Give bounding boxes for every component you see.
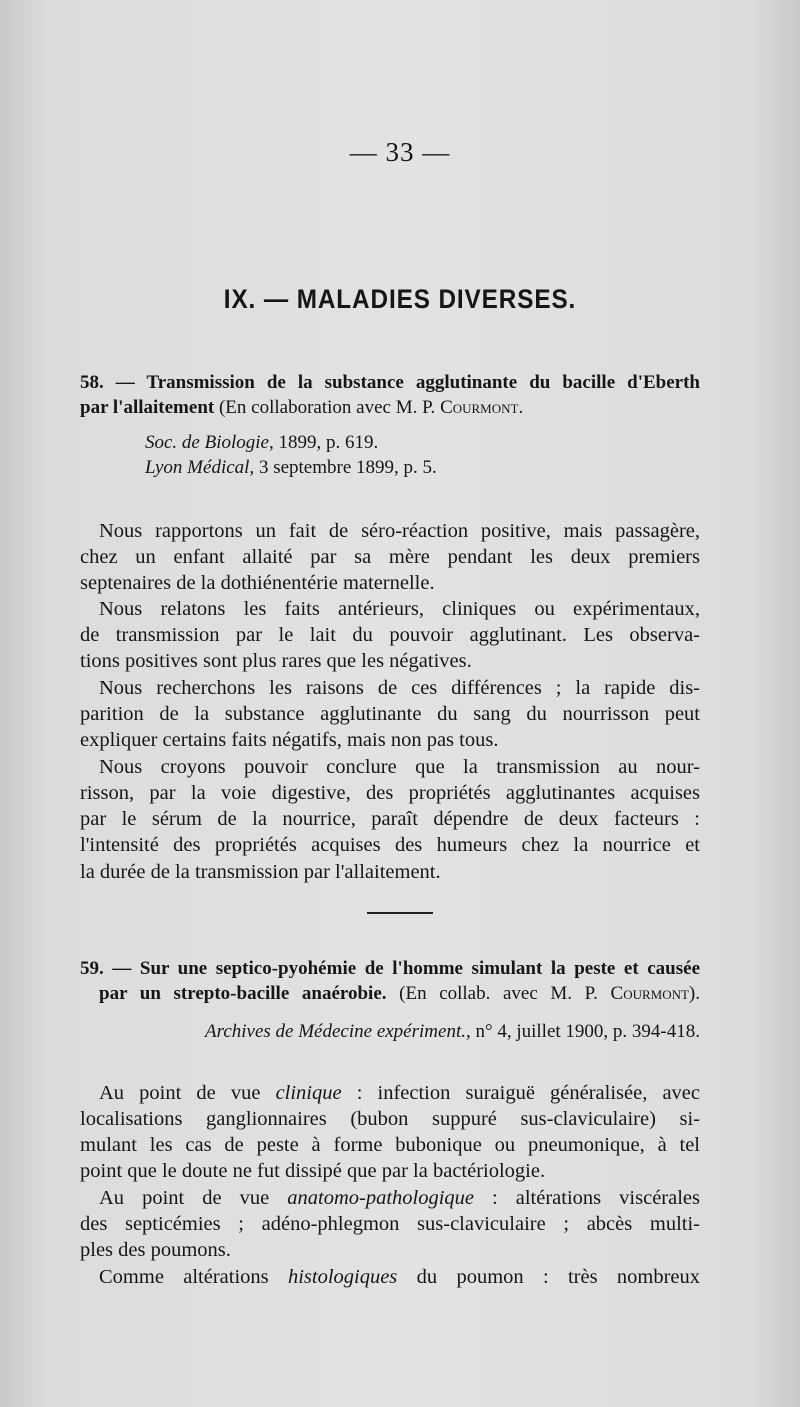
entry-58-number: 58. —	[80, 372, 135, 393]
entry-59-body-line: localisations ganglionnaires (bubon suppuré sus-claviculaire) si-	[80, 1108, 700, 1130]
entry-58-body-line: l'intensité des propriétés acquises des humeurs chez la nourrice et	[80, 834, 700, 856]
entry-58-title-line2	[80, 397, 523, 419]
entry-58-title-line1	[80, 372, 700, 394]
entry-58-body-line: Nous croyons pouvoir conclure que la transmission au nour-	[99, 756, 700, 778]
entry-59-body-line: mulant les cas de peste à forme bubonique ou pneumonique, à tel	[80, 1134, 700, 1156]
entry-59-text: : altérations viscérales	[492, 1187, 700, 1209]
entry-59-number: 59. —	[80, 958, 132, 979]
entry-59-ref1-journal: Archives de Médecine expériment.,	[205, 1021, 471, 1042]
entry-58-body-line: risson, par la voie digestive, des propriétés agglutinantes acquises	[80, 782, 700, 804]
entry-59-ref1-details: n° 4, juillet 1900, p. 394-418.	[475, 1021, 700, 1042]
entry-58-body-line: de transmission par le lait du pouvoir agglutinant. Les observa-	[80, 624, 700, 646]
entry-58-body-line: tions positives sont plus rares que les négatives.	[80, 650, 472, 672]
entry-59-italic-term: clinique	[275, 1082, 342, 1104]
entry-58-body-line: septenaires de la dothiénentérie maternelle.	[80, 572, 435, 594]
entry-58-title: Transmission de la substance agglutinante du bacille d'Eberth	[146, 372, 700, 393]
entry-59-italic-term: anatomo-pathologique	[287, 1187, 475, 1209]
entry-59-title-line1	[80, 958, 700, 980]
entry-59-ref1	[205, 1021, 700, 1043]
entry-58-ref1-journal: Soc. de Biologie,	[145, 432, 274, 453]
entry-58-body-line: chez un enfant allaité par sa mère pendant les deux premiers	[80, 546, 700, 568]
entry-58-title-end: par l'allaitement	[80, 397, 215, 418]
entry-58-ref2	[145, 457, 437, 479]
entry-58-body-line: par le sérum de la nourrice, paraît dépendre de deux facteurs :	[80, 808, 700, 830]
entry-58-body-line: Nous relatons les faits antérieurs, cliniques ou expérimentaux,	[99, 598, 700, 620]
entry-59-text: du poumon : très nombreux	[416, 1266, 701, 1288]
entry-59-collab-name: Courmont).	[610, 983, 700, 1004]
entry-59-body-line	[99, 1082, 700, 1105]
entry-59-italic-term: histologiques	[287, 1266, 398, 1288]
entry-58-ref1	[145, 432, 378, 454]
entry-59-title-line2	[99, 983, 700, 1005]
entry-58-body-line: Nous rapportons un fait de séro-réaction positive, mais passagère,	[99, 520, 700, 542]
page-number: — 33 —	[349, 137, 451, 167]
entry-59-text: Comme altérations	[99, 1266, 269, 1288]
entry-58-ref2-details: 3 septembre 1899, p. 5.	[258, 457, 437, 478]
entry-59-text: : infection suraiguë généralisée, avec	[356, 1082, 700, 1104]
entry-59-text: Au point de vue	[99, 1187, 270, 1209]
section-divider	[367, 912, 433, 914]
entry-58-ref2-journal: Lyon Médical,	[145, 457, 255, 478]
entry-59-text: Au point de vue	[99, 1082, 261, 1104]
entry-59-body-line: des septicémies ; adéno-phlegmon sus-claviculaire ; abcès multi-	[80, 1213, 700, 1235]
entry-58-body-line: expliquer certains faits négatifs, mais non pas tous.	[80, 729, 499, 751]
entry-58-collab-name: Courmont.	[440, 397, 524, 418]
entry-59-body-line: ples des poumons.	[80, 1239, 231, 1261]
entry-58-collab: (En collaboration avec M. P.	[218, 397, 436, 418]
entry-58-body-line: parition de la substance agglutinante du sang du nourrisson peut	[80, 703, 700, 725]
entry-58-body-line: Nous recherchons les raisons de ces différences ; la rapide dis-	[99, 677, 700, 699]
section-title: IX. — MALADIES DIVERSES.	[223, 284, 577, 314]
entry-59-body-line: point que le doute ne fut dissipé que par la bactériologie.	[80, 1160, 546, 1182]
entry-59-body-line	[99, 1266, 700, 1289]
entry-58-ref1-details: 1899, p. 619.	[278, 432, 379, 453]
entry-59-body-line	[99, 1187, 700, 1210]
entry-59-title-end: par un strepto-bacille anaérobie.	[99, 983, 387, 1004]
entry-59-collab: (En collab. avec M. P.	[399, 983, 598, 1004]
entry-58-body-line: la durée de la transmission par l'allaitement.	[80, 861, 441, 883]
entry-59-title: Sur une septico-pyohémie de l'homme simulant la peste et causée	[139, 958, 700, 979]
